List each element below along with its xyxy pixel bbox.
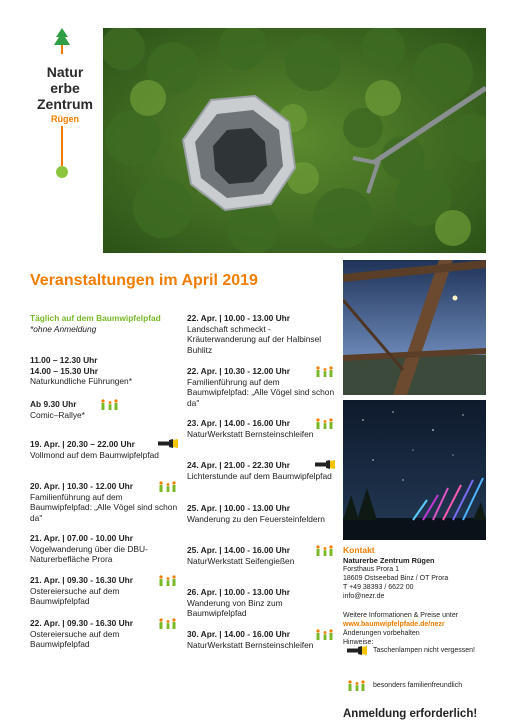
family-icon bbox=[100, 399, 120, 410]
event-amber-workshop-23: 23. Apr. | 14.00 - 16.00 Uhr NaturWerkstatt Bernsteinschleifen bbox=[187, 418, 337, 439]
more-info-text: Weitere Informationen & Preise unter bbox=[343, 612, 459, 619]
contact-block bbox=[343, 544, 493, 647]
tree-icon bbox=[54, 28, 70, 54]
legend-torch: Taschenlampen nicht vergessen! bbox=[343, 646, 493, 660]
tower-twilight-photo bbox=[343, 260, 486, 395]
event-light-hour: 24. Apr. | 21.00 - 22.30 Uhr Lichterstunde auf dem Baumwipfelpfad bbox=[187, 460, 337, 481]
hero-photo bbox=[103, 28, 486, 253]
family-icon bbox=[158, 618, 178, 629]
logo-subtitle: Rügen bbox=[51, 114, 79, 124]
family-icon bbox=[315, 545, 335, 556]
event-bird-walk: 21. Apr. | 07.00 - 10.00 Uhr Vogelwanderung über die DBU-Naturerbefläche Prora bbox=[30, 533, 148, 564]
event-easter-egg-21: 21. Apr. | 09.30 - 16.30 Uhr Ostereiersuche auf dem Baumwipfelpfad bbox=[30, 575, 180, 607]
registration-required: Anmeldung erforderlich! bbox=[343, 708, 478, 720]
family-icon bbox=[315, 418, 335, 429]
changes-note: Änderungen vorbehalten bbox=[343, 630, 420, 637]
event-family-tour-20: 20. Apr. | 10.30 - 12.00 Uhr Familienführung auf dem Baumwipfelpfad: „Alle Vögel sind schon da" bbox=[30, 481, 178, 523]
logo bbox=[30, 28, 100, 158]
logo-dot bbox=[56, 166, 68, 178]
event-amber-workshop-30: 30. Apr. | 14.00 - 16.00 Uhr NaturWerkstatt Bernsteinschleifen bbox=[187, 629, 337, 650]
logo-wordmark: Natur erbe Zentrum bbox=[37, 64, 93, 112]
event-comic-rallye: Ab 9.30 Uhr Comic–Rallye* bbox=[30, 399, 180, 420]
torch-icon bbox=[158, 439, 178, 448]
event-soap-workshop: 25. Apr. | 14.00 - 16.00 Uhr NaturWerkstatt Seifengießen bbox=[187, 545, 337, 566]
legend-family: besonders familienfreundlich bbox=[343, 680, 493, 694]
event-easter-egg-22: 22. Apr. | 09.30 - 16.30 Uhr Ostereiersuche auf dem Baumwipfelpfad bbox=[30, 618, 180, 650]
page-title: Veranstaltungen im April 2019 bbox=[30, 272, 258, 289]
family-icon bbox=[315, 629, 335, 640]
logo-line bbox=[61, 126, 63, 166]
contact-phone: T +49 38393 / 6622 00 bbox=[343, 584, 414, 591]
contact-address-1: Forsthaus Prora 1 bbox=[343, 566, 400, 573]
event-daily: Täglich auf dem Baumwipfelpfad *ohne Anmeldung bbox=[30, 313, 161, 334]
torch-icon bbox=[315, 460, 335, 469]
legend bbox=[343, 646, 493, 694]
event-guided-tours: 11.00 – 12.30 Uhr 14.00 – 15.30 Uhr Naturkundliche Führungen* bbox=[30, 355, 132, 386]
event-binz-walk: 26. Apr. | 10.00 - 13.00 Uhr Wanderung von Binz zum Baumwipfelpfad bbox=[187, 587, 291, 618]
website-link[interactable]: www.baumwipfelpfade.de/nezr bbox=[343, 621, 445, 628]
event-flint-walk: 25. Apr. | 10.00 - 13.00 Uhr Wanderung zu den Feuersteinfeldern bbox=[187, 503, 325, 524]
family-icon bbox=[347, 680, 367, 691]
contact-address-2: 18609 Ostseebad Binz / OT Prora bbox=[343, 575, 449, 582]
contact-title: Kontakt bbox=[343, 545, 375, 555]
event-family-tour-22: 22. Apr. | 10.30 - 12.00 Uhr Familienführung auf dem Baumwipfelpfad: „Alle Vögel sind schon da" bbox=[187, 366, 335, 408]
event-full-moon: 19. Apr. | 20.30 – 22.00 Uhr Vollmond auf dem Baumwipfelpfad bbox=[30, 439, 180, 460]
event-herb-walk: 22. Apr. | 10.00 - 13.00 Uhr Landschaft schmeckt - Kräuterwanderung auf der Halbinsel Buhlitz bbox=[187, 313, 322, 355]
family-icon bbox=[315, 366, 335, 377]
torch-icon bbox=[347, 646, 367, 655]
contact-org: Naturerbe Zentrum Rügen bbox=[343, 556, 435, 565]
family-icon bbox=[158, 481, 178, 492]
hints-label: Hinweise: bbox=[343, 639, 374, 646]
contact-email[interactable]: info@nezr.de bbox=[343, 593, 385, 600]
night-sky-photo bbox=[343, 400, 486, 540]
family-icon bbox=[158, 575, 178, 586]
